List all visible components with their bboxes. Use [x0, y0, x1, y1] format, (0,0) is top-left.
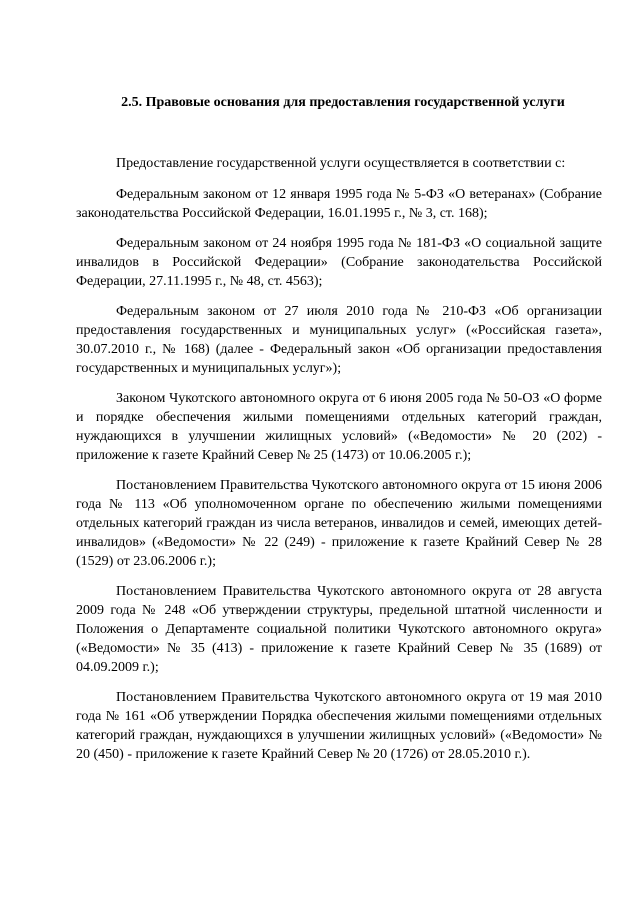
resolution-paragraph-authorized-body: Постановлением Правительства Чукотского автономного округа от 15 июня 2006 года № 113 «Об уполномоченном органе по обеспечению жилыми помещениями отдельных категорий граждан из числа ветеранов, инвалидов и семей, имеющих детей-инвалидов» («Ведомости» № 22 (249) - приложение к газете Крайний Север № 28 (1529) от 23.06.2006 г.); — [76, 478, 602, 569]
resolution-paragraph-department-structure: Постановлением Правительства Чукотского автономного округа от 28 августа 2009 года № 248 «Об утверждении структуры, предельной штатной численности и Положения о Департаменте социальной политики Чукотского автономного округа» («Ведомости» № 35 (413) - приложение к газете Крайний Север № 35 (1689) от 04.09.2009 г.); — [76, 584, 602, 675]
law-paragraph-veterans: Федеральным законом от 12 января 1995 года № 5-ФЗ «О ветеранах» (Собрание законодательства Российской Федерации, 16.01.1995 г., № 3, ст. 168); — [76, 187, 602, 221]
document-page — [76, 94, 602, 775]
law-paragraph-disabled-protection: Федеральным законом от 24 ноября 1995 года № 181-ФЗ «О социальной защите инвалидов в Российской Федерации» (Собрание законодательства Российской Федерации, 27.11.1995 г., № 48, ст. 4563); — [76, 236, 602, 289]
intro-paragraph: Предоставление государственной услуги осуществляется в соответствии с: — [116, 156, 566, 171]
resolution-paragraph-housing-procedure: Постановлением Правительства Чукотского автономного округа от 19 мая 2010 года № 161 «Об утверждении Порядка обеспечения жилыми помещениями отдельных категорий граждан, нуждающихся в улучшении жилищных условий» («Ведомости» № 20 (450) - приложение к газете Крайний Север № 20 (1726) от 28.05.2010 г.). — [76, 690, 602, 762]
section-heading: 2.5. Правовые основания для предоставления государственной услуги — [121, 95, 565, 110]
law-paragraph-chukotka-housing: Законом Чукотского автономного округа от 6 июня 2005 года № 50-ОЗ «О форме и порядке обеспечения жилыми помещениями отдельных категорий граждан, нуждающихся в улучшении жилищных условий» («Ведомости» № 20 (202) - приложение к газете Крайний Север № 25 (1473) от 10.06.2005 г.); — [76, 391, 602, 463]
law-paragraph-state-services: Федеральным законом от 27 июля 2010 года № 210-ФЗ «Об организации предоставления государственных и муниципальных услуг» («Российская газета», 30.07.2010 г., № 168) (далее - Федеральный закон «Об организации предоставления государственных и муниципальных услуг»); — [76, 304, 602, 376]
